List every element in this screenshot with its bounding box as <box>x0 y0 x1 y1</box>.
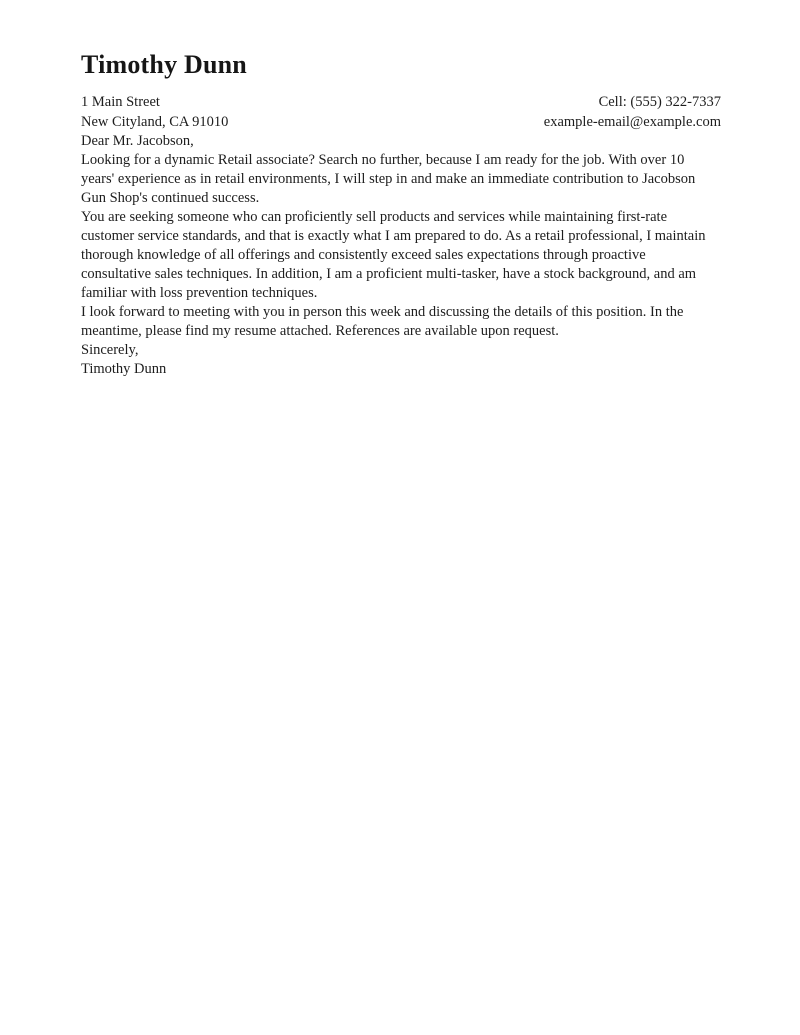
letter-body <box>81 132 721 379</box>
closing: Sincerely, <box>81 342 139 358</box>
contact-header <box>81 92 721 132</box>
salutation: Dear Mr. Jacobson, <box>81 133 194 149</box>
paragraph-intro: Looking for a dynamic Retail associate? Search no further, because I am ready for the job. With over 10 years' experience as in retail environments, I will step in and make an immediate contribution to Jacobson Gun Shop's continued success. <box>81 152 696 206</box>
signature-name: Timothy Dunn <box>81 361 167 377</box>
page-title: Timothy Dunn <box>81 50 247 79</box>
contact-block <box>544 92 721 132</box>
phone-number: Cell: (555) 322-7337 <box>598 94 721 110</box>
paragraph-followup: I look forward to meeting with you in person this week and discussing the details of this position. In the meantime, please find my resume attached. References are available upon request. <box>81 304 684 339</box>
address-city: New Cityland, CA 91010 <box>81 114 229 130</box>
address-street: 1 Main Street <box>81 94 160 110</box>
email-address: example-email@example.com <box>543 114 721 130</box>
address-block <box>81 92 228 132</box>
paragraph-qualifications: You are seeking someone who can proficiently sell products and services while maintaining first-rate customer service standards, and that is exactly what I am prepared to do. As a retail professional, I maintain thorough knowledge of all offerings and consistently exceed sales expectations through proactive consultative sales techniques. In addition, I am a proficient multi-tasker, have a stock background, and am familiar with loss prevention techniques. <box>81 209 706 301</box>
